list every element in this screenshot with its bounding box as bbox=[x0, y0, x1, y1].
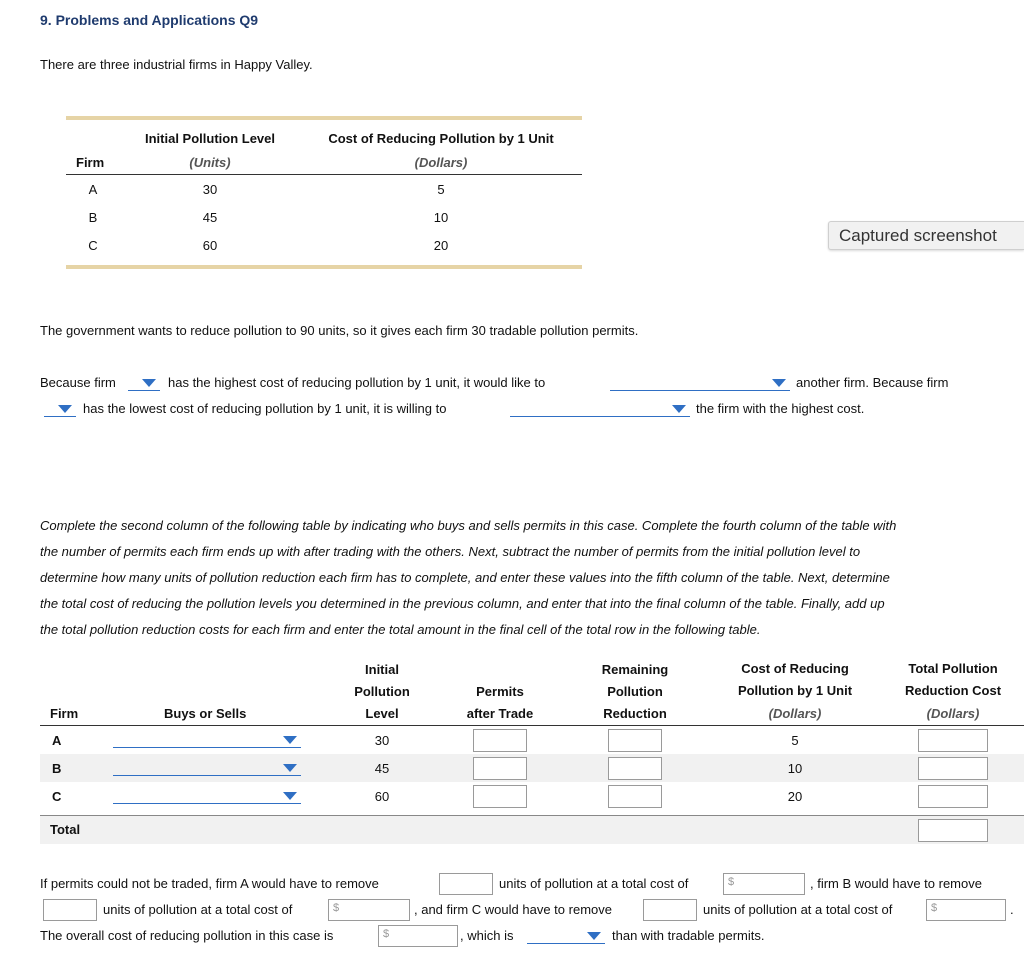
remaining-input-a[interactable] bbox=[608, 729, 662, 752]
question-title: 9. Problems and Applications Q9 bbox=[40, 12, 259, 28]
col-header-cost: Cost of Reducing Pollution by 1 Unit bbox=[328, 131, 554, 146]
col-header-remaining-2: Pollution bbox=[607, 684, 663, 699]
firm-b-cost-input[interactable] bbox=[328, 899, 410, 921]
col-header-buys-sells: Buys or Sells bbox=[164, 706, 247, 721]
firm-a-units-input[interactable] bbox=[439, 873, 493, 895]
table-row-firm: B bbox=[52, 761, 62, 776]
table-row-level: 45 bbox=[202, 210, 218, 225]
table-row-firm: C bbox=[88, 238, 98, 253]
table-row-cost: 5 bbox=[791, 733, 799, 748]
bottom-text-1b: units of pollution at a total cost of bbox=[499, 876, 689, 891]
table-row-level: 60 bbox=[374, 789, 390, 804]
col-header-total-2: Reduction Cost bbox=[904, 683, 1002, 698]
total-cost-input-a[interactable] bbox=[918, 729, 988, 752]
table-row-cost: 10 bbox=[787, 761, 803, 776]
total-label: Total bbox=[50, 822, 81, 837]
table-row-cost: 20 bbox=[787, 789, 803, 804]
bottom-text-3a: The overall cost of reducing pollution in this case is bbox=[40, 928, 334, 943]
col-header-cost-unit: (Dollars) bbox=[414, 155, 468, 170]
col-header-total-3: (Dollars) bbox=[926, 706, 980, 721]
chevron-down-icon bbox=[283, 792, 297, 800]
sentence-part-2: has the highest cost of reducing pollution by 1 unit, it would like to bbox=[168, 375, 546, 390]
table-row-level: 30 bbox=[202, 182, 218, 197]
instruction-line: the number of permits each firm ends up with after trading with the others. Next, subtract the number of permits from the initial pollution level to bbox=[40, 544, 861, 559]
bottom-text-2c: units of pollution at a total cost of bbox=[703, 902, 893, 917]
instruction-line: the total cost of reducing the pollution levels you determined in the previous column, and enter that into the final column of the table. Finally, add up bbox=[40, 596, 885, 611]
government-text: The government wants to reduce pollution to 90 units, so it gives each firm 30 tradable pollution permits. bbox=[40, 323, 639, 338]
chevron-down-icon bbox=[672, 405, 686, 413]
col-header-cost-2: Pollution by 1 Unit bbox=[737, 683, 853, 698]
instruction-line: Complete the second column of the following table by indicating who buys and sells permits in this case. Complete the fourth column of the table with bbox=[40, 518, 897, 533]
firm-a-cost-input[interactable] bbox=[723, 873, 805, 895]
col-header-cost-1: Cost of Reducing bbox=[741, 661, 849, 676]
bottom-text-3c: than with tradable permits. bbox=[612, 928, 765, 943]
buys-sells-dropdown-b[interactable] bbox=[113, 761, 301, 776]
total-cost-input-c[interactable] bbox=[918, 785, 988, 808]
col-header-firm: Firm bbox=[50, 706, 79, 721]
table-row-cost: 5 bbox=[437, 182, 445, 197]
header-divider bbox=[40, 725, 1024, 726]
instruction-line: the total pollution reduction costs for each firm and enter the total amount in the final cell of the total row in the following table. bbox=[40, 622, 761, 637]
col-header-firm: Firm bbox=[76, 155, 105, 170]
table-row-cost: 10 bbox=[433, 210, 449, 225]
sentence-part-5: the firm with the highest cost. bbox=[696, 401, 865, 416]
col-header-initial-3: Level bbox=[365, 706, 399, 721]
col-header-remaining-3: Reduction bbox=[603, 706, 667, 721]
permits-input-c[interactable] bbox=[473, 785, 527, 808]
table-row-firm: B bbox=[88, 210, 98, 225]
chevron-down-icon bbox=[772, 379, 786, 387]
sentence-part-3: another firm. Because firm bbox=[796, 375, 949, 390]
table-row-cost: 20 bbox=[433, 238, 449, 253]
firm-b-units-input[interactable] bbox=[43, 899, 97, 921]
chevron-down-icon bbox=[283, 764, 297, 772]
table-row-level: 45 bbox=[374, 761, 390, 776]
remaining-input-b[interactable] bbox=[608, 757, 662, 780]
total-row-shade bbox=[40, 816, 1024, 844]
chevron-down-icon bbox=[58, 405, 72, 413]
chevron-down-icon bbox=[142, 379, 156, 387]
action-dropdown-2[interactable] bbox=[510, 402, 690, 417]
buys-sells-dropdown-a[interactable] bbox=[113, 733, 301, 748]
dollar-sign: $ bbox=[728, 876, 735, 888]
firm-highest-dropdown[interactable] bbox=[128, 376, 160, 391]
comparison-dropdown[interactable] bbox=[527, 929, 605, 944]
col-header-initial-unit: (Units) bbox=[189, 155, 231, 170]
bottom-text-2a: units of pollution at a total cost of bbox=[103, 902, 293, 917]
col-header-initial: Initial Pollution Level bbox=[144, 131, 275, 146]
permits-input-b[interactable] bbox=[473, 757, 527, 780]
firm-c-units-input[interactable] bbox=[643, 899, 697, 921]
col-header-initial-1: Initial bbox=[365, 662, 399, 677]
permits-input-a[interactable] bbox=[473, 729, 527, 752]
chevron-down-icon bbox=[587, 932, 601, 940]
table-row-firm: C bbox=[52, 789, 62, 804]
firm-lowest-dropdown[interactable] bbox=[44, 402, 76, 417]
buys-sells-dropdown-c[interactable] bbox=[113, 789, 301, 804]
col-header-permits-1: Permits bbox=[476, 684, 524, 699]
col-header-permits-2: after Trade bbox=[466, 706, 534, 721]
intro-text: There are three industrial firms in Happy Valley. bbox=[40, 57, 313, 72]
total-cost-input-b[interactable] bbox=[918, 757, 988, 780]
dollar-sign: $ bbox=[931, 902, 938, 914]
bottom-text-3b: , which is bbox=[460, 928, 514, 943]
table-row-firm: A bbox=[88, 182, 98, 197]
bottom-text-2b: , and firm C would have to remove bbox=[414, 902, 612, 917]
table-top-rule bbox=[66, 116, 582, 120]
sentence-part-1: Because firm bbox=[40, 375, 116, 390]
dollar-sign: $ bbox=[383, 928, 390, 940]
bottom-text-1c: , firm B would have to remove bbox=[810, 876, 982, 891]
action-dropdown-1[interactable] bbox=[610, 376, 790, 391]
col-header-remaining-1: Remaining bbox=[601, 662, 669, 677]
instruction-line: determine how many units of pollution reduction each firm has to complete, and enter these values into the fifth column of the table. Next, determine bbox=[40, 570, 890, 585]
chevron-down-icon bbox=[283, 736, 297, 744]
overall-cost-input[interactable] bbox=[378, 925, 458, 947]
screenshot-tooltip: Captured screenshot bbox=[828, 221, 1024, 250]
firm-c-cost-input[interactable] bbox=[926, 899, 1006, 921]
table-row-level: 60 bbox=[202, 238, 218, 253]
col-header-cost-3: (Dollars) bbox=[768, 706, 822, 721]
col-header-total-1: Total Pollution bbox=[908, 661, 998, 676]
instructions bbox=[40, 513, 1024, 643]
remaining-input-c[interactable] bbox=[608, 785, 662, 808]
bottom-text-1a: If permits could not be traded, firm A would have to remove bbox=[40, 876, 379, 891]
dollar-sign: $ bbox=[333, 902, 340, 914]
table-row-level: 30 bbox=[374, 733, 390, 748]
table-row-firm: A bbox=[52, 733, 62, 748]
header-divider bbox=[66, 174, 582, 175]
table-bottom-rule bbox=[66, 265, 582, 269]
sentence-part-4: has the lowest cost of reducing pollution by 1 unit, it is willing to bbox=[83, 401, 447, 416]
bottom-text-2d: . bbox=[1010, 902, 1014, 917]
col-header-initial-2: Pollution bbox=[354, 684, 410, 699]
total-cost-input-sum[interactable] bbox=[918, 819, 988, 842]
